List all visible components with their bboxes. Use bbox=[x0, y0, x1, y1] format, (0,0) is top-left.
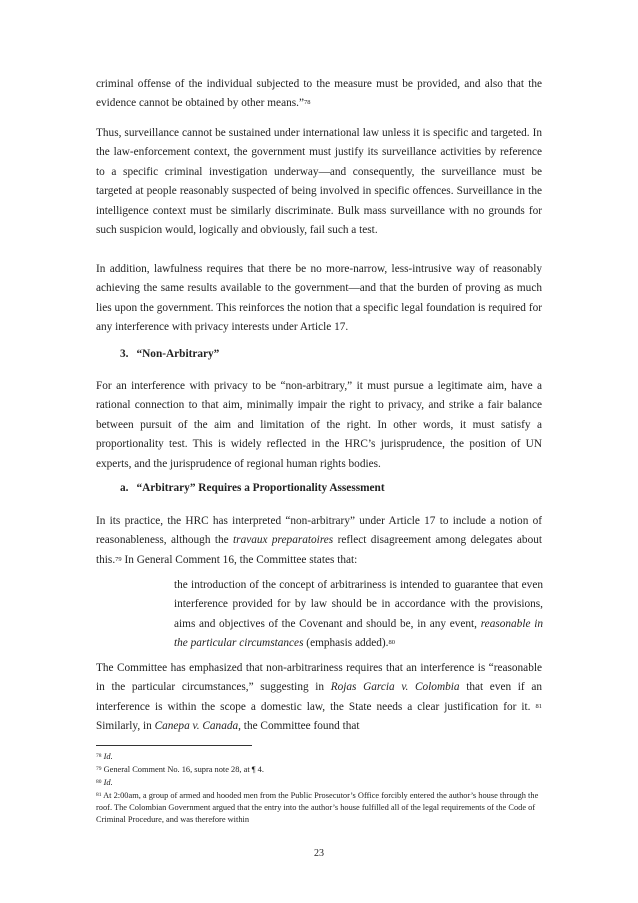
case-name: Rojas Garcia v. Colombia bbox=[330, 681, 460, 694]
quote-text: the introduction of the concept of arbitrariness is intended to guarantee that even interference provided for by law should be in accordance with the provisions, aims and objectives of the Covenant and should be, in any event, bbox=[174, 579, 543, 630]
paragraph-proportionality: For an interference with privacy to be “non-arbitrary,” it must pursue a legitimate aim, have a rational connection to that aim, minimally impair the right to privacy, and strike a fair balance between pursuit of the aim and limitation of the right. In other words, it must satisfy a proportionality test. This is widely reflected in the HRC’s jurisprudence, the position of UN experts, and the jurisprudence of regional human rights bodies. bbox=[96, 380, 542, 470]
footnote-79 bbox=[96, 764, 544, 776]
block-quote bbox=[174, 576, 543, 654]
footnote-ref-79[interactable]: 79 bbox=[115, 555, 122, 563]
heading-arbitrary-proportionality bbox=[120, 482, 385, 494]
heading-letter: a. bbox=[120, 482, 129, 494]
footnote-81 bbox=[96, 790, 544, 827]
footnote-divider bbox=[96, 745, 252, 746]
paragraph-hrc-practice bbox=[96, 512, 542, 570]
footnote-text: Id. bbox=[103, 778, 113, 787]
footnote-78 bbox=[96, 751, 544, 763]
footnote-text: General Comment No. 16, supra note 28, at ¶ 4. bbox=[101, 765, 264, 774]
paragraph-continuation bbox=[96, 75, 542, 114]
paragraph-text: The Committee has emphasized that non-arbitrariness requires that an interference is “reasonable in the particular circumstances,” suggesting in bbox=[96, 662, 542, 694]
case-name: Canepa v. Canada bbox=[154, 720, 239, 733]
page-number: 23 bbox=[314, 848, 324, 859]
footnote-number: 79 bbox=[96, 766, 102, 772]
footnote-number: 81 bbox=[96, 792, 102, 798]
paragraph-specific-targeted: Thus, surveillance cannot be sustained under international law unless it is specific and targeted. In the law-enforcement context, the government must justify its surveillance activities by reference to a specific criminal investigation underway—and consequently, the surveillance must be targeted at people reasonably suspected of being involved in specific offences. Surveillance in the intelligence context must be similarly discriminate. Bulk mass surveillance with no grounds for such suspicion would, logically and obviously, fail such a test. bbox=[96, 127, 542, 237]
heading-number: 3. bbox=[120, 348, 129, 360]
paragraph-text: , the Committee found that bbox=[238, 720, 360, 733]
paragraph-text: that even if an interference is within the scope a domestic law, the State needs a clear justification for it. bbox=[96, 681, 542, 713]
paragraph-text: Similarly, in bbox=[96, 720, 155, 733]
footnote-text: Id. bbox=[103, 752, 113, 761]
paragraph-text: reflect disagreement among delegates about this. bbox=[96, 534, 543, 566]
footnote-80 bbox=[96, 777, 544, 789]
paragraph-text: criminal offense of the individual subjected to the measure must be provided, and also that the evidence cannot be obtained by other means.” bbox=[96, 78, 542, 110]
footnote-ref-80[interactable]: 80 bbox=[388, 639, 395, 647]
footnote-text: At 2:00am, a group of armed and hooded men from the Public Prosecutor’s Office forcibly entered the author’s house through the roof. The Colombian Government argued that the entry into the author’s house fulfilled all of the legal requirements of the Code of Criminal Procedure, and was therefore within bbox=[96, 791, 539, 825]
paragraph-text: In General Comment 16, the Committee states that: bbox=[121, 553, 358, 566]
footnote-number: 80 bbox=[96, 779, 102, 785]
heading-non-arbitrary bbox=[120, 348, 219, 360]
heading-text: “Non-Arbitrary” bbox=[136, 348, 220, 360]
quote-text: (emphasis added). bbox=[303, 637, 389, 650]
paragraph-committee bbox=[96, 659, 542, 737]
quote-emphasis: reasonable in the particular circumstances bbox=[174, 617, 543, 650]
paragraph-text: In its practice, the HRC has interpreted “non-arbitrary” under Article 17 to include a notion of reasonableness, although the bbox=[96, 515, 542, 547]
footnote-number: 78 bbox=[96, 753, 102, 759]
footnote-ref-78[interactable]: 78 bbox=[303, 99, 311, 107]
heading-text: “Arbitrary” Requires a Proportionality Assessment bbox=[136, 482, 385, 494]
footnote-ref-81[interactable]: 81 bbox=[535, 702, 542, 710]
italic-term: travaux preparatoires bbox=[233, 534, 334, 547]
paragraph-lawfulness: In addition, lawfulness requires that there be no more-narrow, less-intrusive way of reasonably achieving the same results available to the government—and that the burden of proving as much lies upon the government. This reinforces the notion that a specific legal foundation is required for any interference with privacy interests under Article 17. bbox=[96, 263, 542, 334]
